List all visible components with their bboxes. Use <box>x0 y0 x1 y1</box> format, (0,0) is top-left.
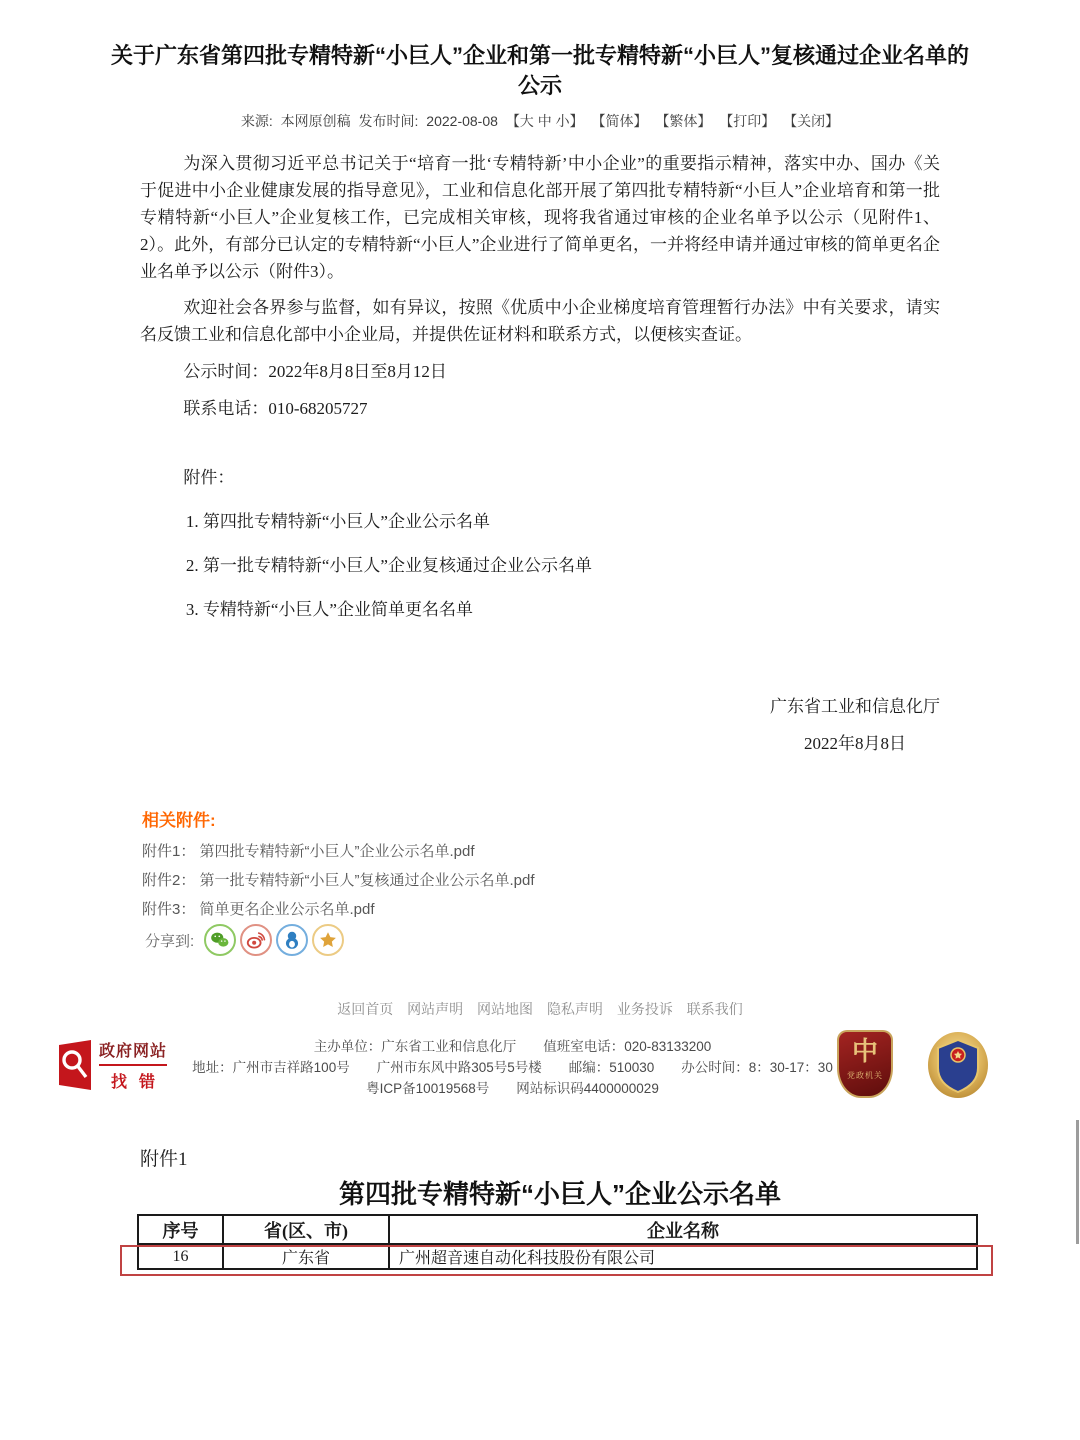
attachment1-label: 附件1 <box>140 1149 188 1170</box>
magnifier-flag-icon <box>58 1039 92 1091</box>
traditional-button[interactable]: 【繁体】 <box>655 113 712 129</box>
cell-company: 广州超音速自动化科技股份有限公司 <box>389 1244 977 1269</box>
footer-link-sitemap[interactable]: 网站地图 <box>477 1001 534 1017</box>
star-icon <box>317 929 339 951</box>
footer-organizer-line: 主办单位：广东省工业和信息化厅 值班室电话：020-83133200 <box>313 1039 712 1054</box>
attachment-link[interactable] <box>142 844 535 860</box>
attachment-item: 3. 专精特新“小巨人”企业简单更名名单 <box>185 600 473 619</box>
attachment-link[interactable] <box>142 873 535 889</box>
attachment-item: 2. 第一批专精特新“小巨人”企业复核通过企业公示名单 <box>185 556 592 575</box>
publish-value: 2022-08-08 <box>426 113 498 129</box>
police-badge[interactable] <box>926 1028 990 1100</box>
column-header-company: 企业名称 <box>389 1215 977 1244</box>
contact-phone: 联系电话：010-68205727 <box>183 399 368 418</box>
page-title: 关于广东省第四批专精特新“小巨人”企业和第一批专精特新“小巨人”复核通过企业名单的公示 <box>110 42 969 98</box>
footer-nav <box>0 999 1080 1019</box>
weibo-icon <box>245 929 267 951</box>
signature-date: 2022年8月8日 <box>804 734 906 753</box>
party-badge-text: 党政机关 <box>847 1071 883 1080</box>
qq-share-icon[interactable] <box>276 924 308 956</box>
footer-link-home[interactable]: 返回首页 <box>337 1001 394 1017</box>
footer-link-complaint[interactable]: 业务投诉 <box>616 1001 673 1017</box>
footer-info <box>190 1036 835 1099</box>
attachment-link-label: 附件3： <box>142 901 196 918</box>
attachment-link-name: 第四批专精特新“小巨人”企业公示名单.pdf <box>199 843 475 860</box>
close-button[interactable]: 【关闭】 <box>783 113 840 129</box>
paragraph: 欢迎社会各界参与监督，如有异议，按照《优质中小企业梯度培育管理暂行办法》中有关要求，请实名反馈工业和信息化部中小企业局，并提供佐证材料和联系方式，以便核实查证。 <box>140 298 940 344</box>
signature-org: 广东省工业和信息化厅 <box>770 697 940 716</box>
party-badge-symbol: 中 <box>851 1036 878 1066</box>
qzone-share-icon[interactable] <box>312 924 344 956</box>
footer-link-contact[interactable]: 联系我们 <box>686 1001 743 1017</box>
attachment-link-name: 简单更名企业公示名单.pdf <box>199 901 375 918</box>
footer-icp-line: 粤ICP备10019568号 网站标识码4400000029 <box>366 1081 659 1096</box>
attachment-item: 1. 第四批专精特新“小巨人”企业公示名单 <box>185 512 490 531</box>
attachment-link-label: 附件1： <box>142 843 196 860</box>
paragraph: 为深入贯彻习近平总书记关于“培育一批‘专精特新’中小企业”的重要指示精神，落实中办、国办《关于促进中小企业健康发展的指导意见》，工业和信息化部开展了第四批专精特新“小巨人”企业培育和第一批专精特新“小巨人”企业复核工作，已完成相关审核，现将我省通过审核的企业名单予以公示（见附件1、2）。此外，有部分已认定的专精特新“小巨人”企业进行了简单更名，一并将经申请并通过审核的简单更名企业名单予以公示（附件3）。 <box>140 154 940 281</box>
table-row <box>138 1244 977 1269</box>
table-header-row <box>138 1215 977 1244</box>
attachment-link[interactable] <box>142 902 535 918</box>
related-attachments-heading: 相关附件: <box>142 811 216 830</box>
police-badge-icon <box>926 1028 990 1100</box>
publicity-time: 公示时间：2022年8月8日至8月12日 <box>183 362 447 381</box>
preview-table-title: 第四批专精特新“小巨人”企业公示名单 <box>338 1179 781 1209</box>
cell-province: 广东省 <box>223 1244 389 1269</box>
column-header-index: 序号 <box>138 1215 223 1244</box>
footer-link-statement[interactable]: 网站声明 <box>407 1001 464 1017</box>
site-error-report-logo[interactable] <box>58 1038 167 1092</box>
preview-table <box>137 1214 978 1270</box>
cell-index: 16 <box>138 1244 223 1269</box>
related-attachments <box>142 806 535 918</box>
signature-block <box>770 692 940 754</box>
attachments-label: 附件： <box>183 468 235 487</box>
footer-link-privacy[interactable]: 隐私声明 <box>546 1001 603 1017</box>
article-body <box>140 150 940 640</box>
logo-line2: 找错 <box>111 1074 168 1091</box>
logo-line1: 政府网站 <box>99 1038 167 1066</box>
party-gov-badge[interactable] <box>837 1030 893 1098</box>
column-header-province: 省(区、市) <box>223 1215 389 1244</box>
attachment-link-name: 第一批专精特新“小巨人”复核通过企业公示名单.pdf <box>199 872 535 889</box>
article-meta <box>0 111 1080 131</box>
logo-text <box>99 1038 167 1092</box>
footer-address-line: 地址：广州市吉祥路100号 广州市东风中路305号5号楼 邮编：510030 办公时间：8：30-17：30 <box>192 1060 833 1075</box>
scrollbar[interactable] <box>1076 1120 1079 1244</box>
wechat-icon <box>209 929 231 951</box>
source-label: 来源: <box>240 113 273 129</box>
qq-icon <box>281 929 303 951</box>
publish-label: 发布时间: <box>358 113 419 129</box>
simplified-button[interactable]: 【简体】 <box>591 113 648 129</box>
source-value: 本网原创稿 <box>280 113 351 129</box>
share-label: 分享到: <box>145 932 195 950</box>
weibo-share-icon[interactable] <box>240 924 272 956</box>
print-button[interactable]: 【打印】 <box>719 113 776 129</box>
share-row <box>145 924 344 956</box>
attachment-link-label: 附件2： <box>142 872 196 889</box>
wechat-share-icon[interactable] <box>204 924 236 956</box>
font-size-control[interactable]: 【大 中 小】 <box>505 113 584 129</box>
